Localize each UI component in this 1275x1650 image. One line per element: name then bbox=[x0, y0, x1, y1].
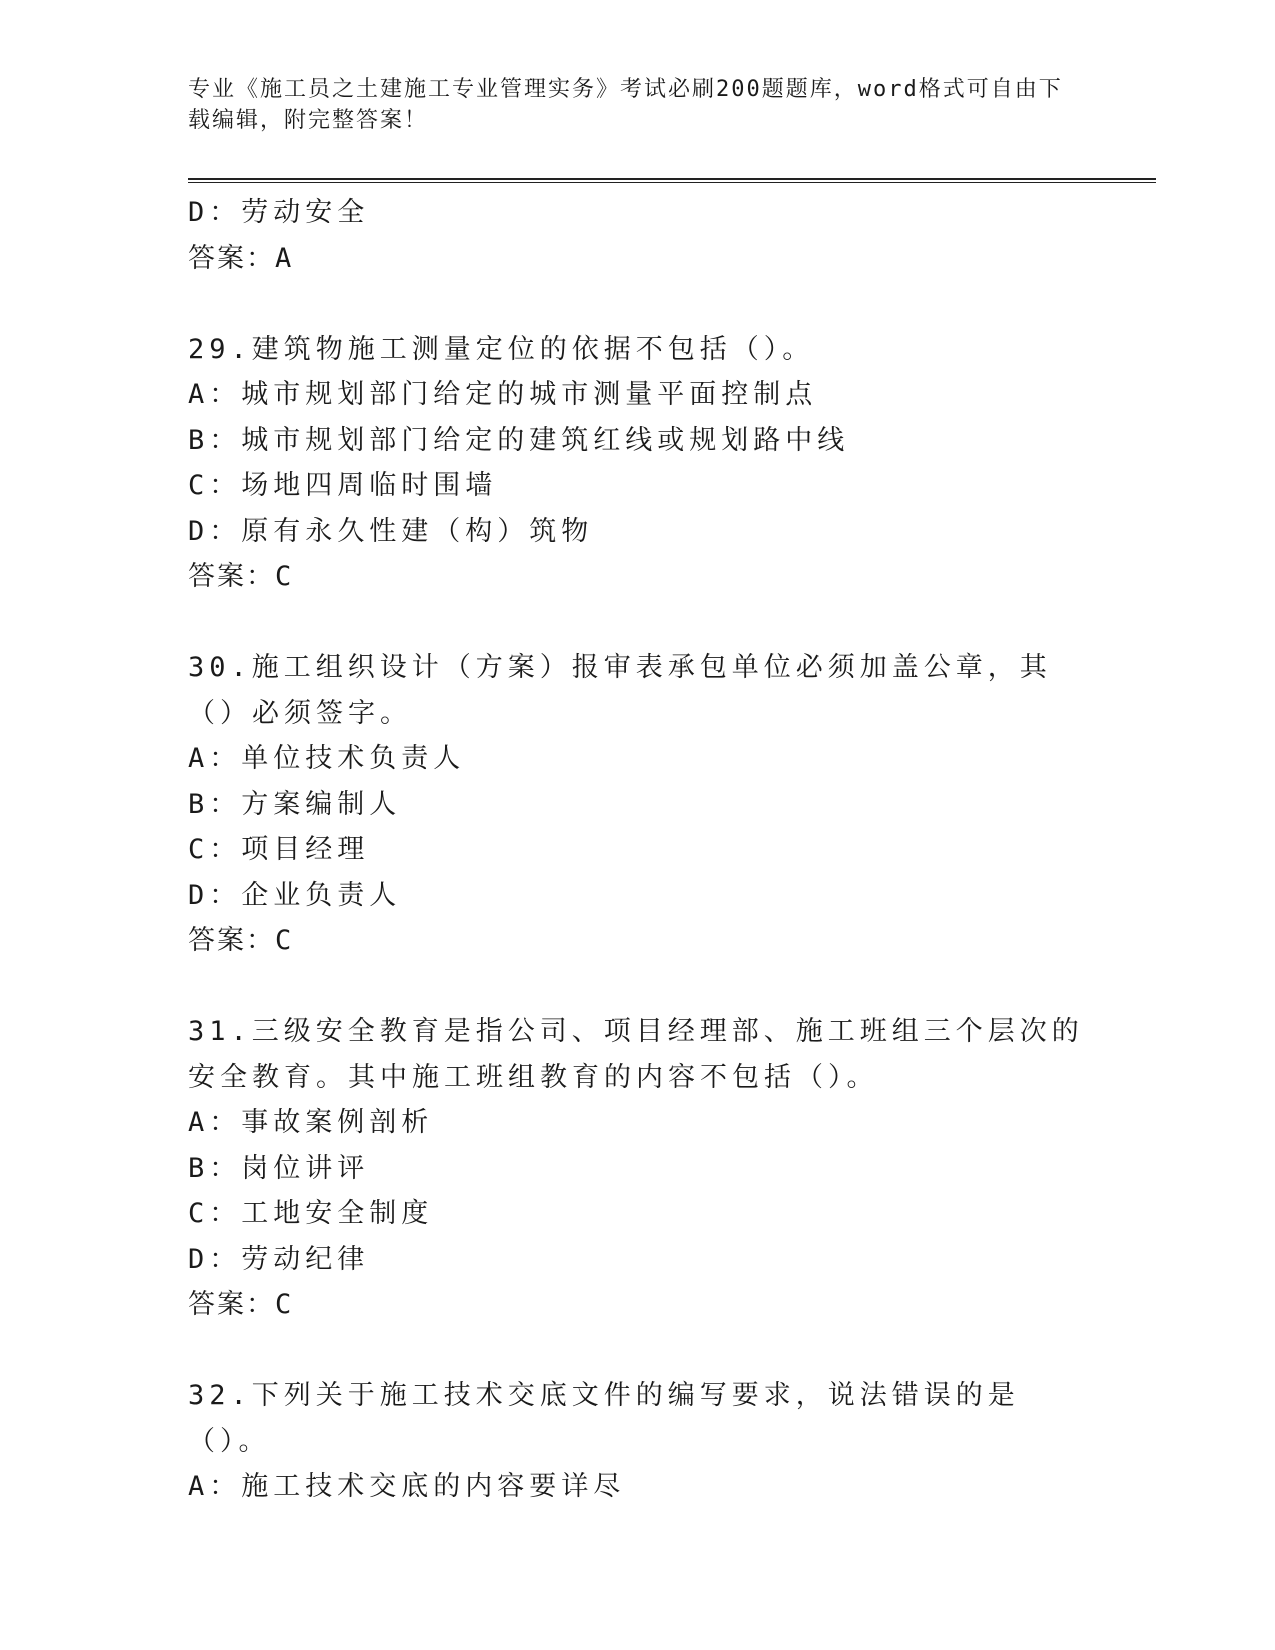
option-c: C：项目经理 bbox=[188, 834, 370, 865]
spacer bbox=[188, 600, 1088, 646]
answer-line: 答案：A bbox=[188, 242, 294, 274]
option-a: A：事故案例剖析 bbox=[188, 1107, 434, 1138]
header-divider bbox=[188, 178, 1156, 183]
question-29 bbox=[188, 327, 1088, 600]
option-c: C：工地安全制度 bbox=[188, 1198, 434, 1229]
answer-line: 答案：C bbox=[188, 925, 294, 956]
answer-line: 答案：C bbox=[188, 1289, 294, 1320]
option-b: B：方案编制人 bbox=[188, 788, 402, 820]
question-stem: 30.施工组织设计（方案）报审表承包单位必须加盖公章，其（）必须签字。 bbox=[188, 652, 1052, 729]
question-stem: 32.下列关于施工技术交底文件的编写要求，说法错误的是（）。 bbox=[188, 1380, 1020, 1457]
spacer bbox=[188, 281, 1088, 327]
option-a: A：施工技术交底的内容要详尽 bbox=[188, 1471, 626, 1502]
question-stem: 29.建筑物施工测量定位的依据不包括（）。 bbox=[188, 333, 815, 365]
option-b: B：岗位讲评 bbox=[188, 1152, 370, 1184]
option-d: D：劳动安全 bbox=[188, 197, 370, 228]
spacer bbox=[188, 1328, 1088, 1374]
question-list bbox=[188, 190, 1088, 1510]
option-a: A：城市规划部门给定的城市测量平面控制点 bbox=[188, 379, 818, 410]
spacer bbox=[188, 964, 1088, 1010]
document-header: 专业《施工员之土建施工专业管理实务》考试必刷200题题库，word格式可自由下载编辑，附完整答案！ bbox=[188, 77, 1063, 133]
option-b: B：城市规划部门给定的建筑红线或规划路中线 bbox=[188, 424, 850, 456]
option-d: D：企业负责人 bbox=[188, 879, 402, 911]
question-31 bbox=[188, 1009, 1088, 1328]
question-30 bbox=[188, 645, 1088, 964]
option-d: D：劳动纪律 bbox=[188, 1243, 370, 1275]
question-stem: 31.三级安全教育是指公司、项目经理部、施工班组三个层次的安全教育。其中施工班组教育的内容不包括（）。 bbox=[188, 1016, 1084, 1093]
option-d: D：原有永久性建（构）筑物 bbox=[188, 515, 594, 547]
question-32 bbox=[188, 1373, 1088, 1510]
option-a: A：单位技术负责人 bbox=[188, 743, 466, 774]
option-c: C：场地四周临时围墙 bbox=[188, 470, 498, 501]
answer-line: 答案：C bbox=[188, 561, 294, 592]
